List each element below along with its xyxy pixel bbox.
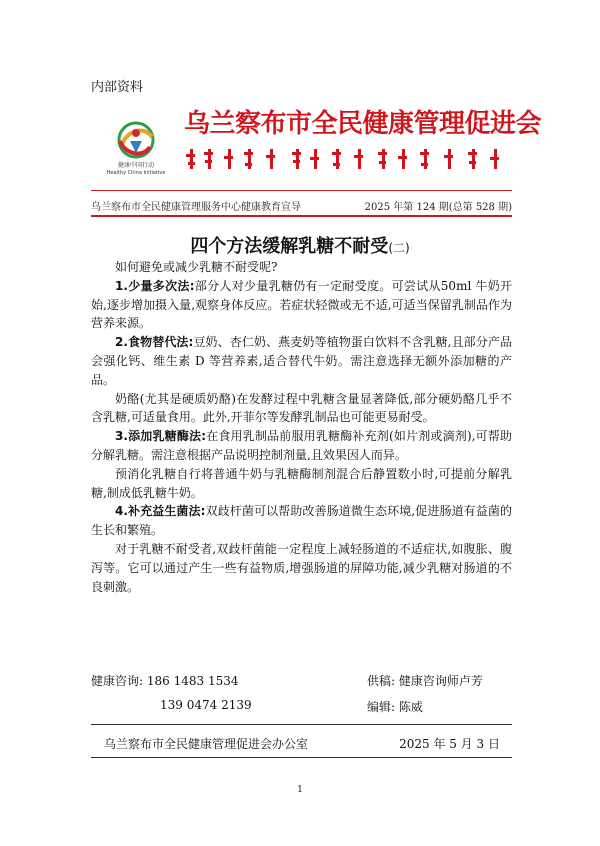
intro-paragraph: 如何避免或减少乳糖不耐受呢? <box>115 260 278 274</box>
section-3: 3.添加乳糖酶法:在食用乳制品前服用乳糖酶补充剂(如片剂或滴剂),可帮助分解乳糖。需注意根据产品说明控制剂量,且效果因人而异。 <box>91 429 512 462</box>
internal-label: 内部资料 <box>91 80 144 95</box>
section-2-para-2: 奶酪(尤其是硬质奶酪)在发酵过程中乳糖含量显著降低,部分硬奶酪几乎不含乳糖,可适量食用。此外,开菲尔等发酵乳制品也可能更易耐受。 <box>91 391 512 425</box>
logo-caption: 健康中国行动 Healthy China Initiative <box>106 162 166 176</box>
page-number: 1 <box>297 785 303 795</box>
article-title: 四个方法缓解乳糖不耐受(二) <box>190 236 410 257</box>
mongolian-script-title <box>186 146 504 172</box>
contact-phone-2: 139 0474 2139 <box>160 698 252 712</box>
section-3-para-2: 预消化乳糖自行将普通牛奶与乳糖酶制剂混合后静置数小时,可提前分解乳糖,制成低乳糖牛奶。 <box>91 466 512 500</box>
section-1: 1.少量多次法:部分人对少量乳糖仍有一定耐受度。可尝试从50ml 牛奶开始,逐步增加摄入量,观察身体反应。若症状轻微或无不适,可适当保留乳制品作为营养来源。 <box>91 278 512 331</box>
section-4-para-2: 对于乳糖不耐受者,双歧杆菌能一定程度上减轻肠道的不适症状,如腹胀、腹泻等。它可以通过产生一些有益物质,增强肠道的屏障功能,减少乳糖对肠道的不良刺激。 <box>91 541 512 594</box>
footer-date: 2025 年 5 月 3 日 <box>399 737 500 751</box>
footer-rule-bottom <box>91 757 512 758</box>
issue-number: 2025 年第 124 期(总第 528 期) <box>364 202 512 213</box>
section-4: 4.补充益生菌法:双歧杆菌可以帮助改善肠道微生态环境,促进肠道有益菌的生长和繁殖。 <box>91 504 512 538</box>
publisher-line: 乌兰察布市全民健康管理服务中心健康教育宣导 <box>91 202 301 213</box>
organization-title: 乌兰察布市全民健康管理促进会 <box>184 109 542 139</box>
article-body <box>91 258 512 596</box>
footer-office: 乌兰察布市全民健康管理促进会办公室 <box>104 737 309 751</box>
section-2: 2.食物替代法:豆奶、杏仁奶、燕麦奶等植物蛋白饮料不含乳糖,且部分产品会强化钙、维生素 D 等营养素,适合替代牛奶。需注意选择无额外添加糖的产品。 <box>91 335 512 387</box>
editor: 编辑: 陈威 <box>367 700 423 714</box>
contact-phone-1: 健康咨询: 186 1483 1534 <box>91 674 239 688</box>
header-rule-bottom <box>91 215 512 217</box>
footer-rule-top <box>91 724 512 725</box>
contributor: 供稿: 健康咨询师卢芳 <box>367 674 483 688</box>
header-rule-top <box>91 190 512 191</box>
